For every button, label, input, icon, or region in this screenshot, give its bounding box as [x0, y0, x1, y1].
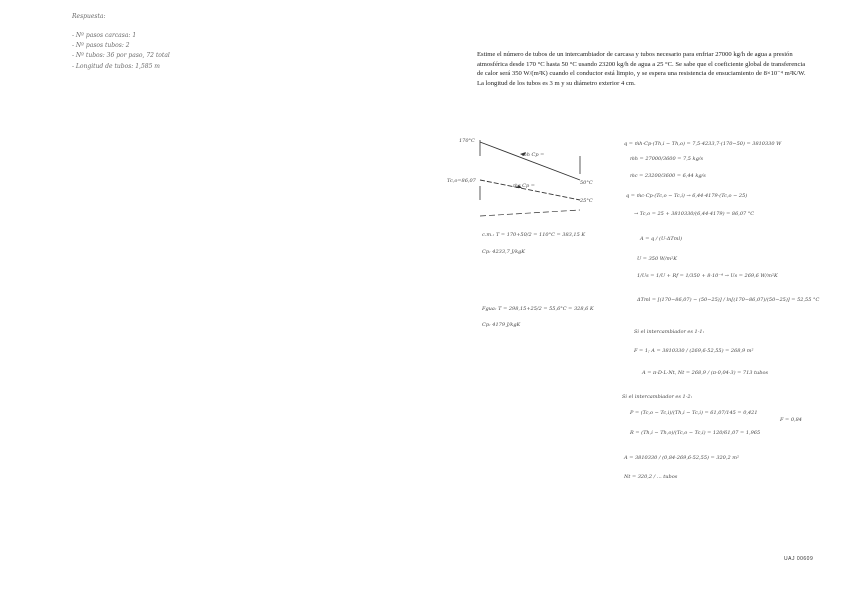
- answer-line-1: - Nº pasos carcasa: 1: [72, 32, 137, 39]
- left-calc-3: Fgua: T = 298,15+25/2 = 55,6°C = 328,6 K: [482, 306, 594, 312]
- answer-line-2: - Nº pasos tubos: 2: [72, 42, 130, 49]
- right-calc-7: U = 350 W/m²K: [637, 256, 678, 262]
- t-hot-in-label: 170°C: [459, 138, 475, 144]
- t-hot-out-label: 50°C: [580, 180, 593, 186]
- cold-flow-label: ṁc Cp =: [513, 183, 535, 189]
- baseline: [480, 210, 580, 216]
- page-stamp: UAJ 00609: [784, 556, 814, 562]
- right-calc-14: P = (Tc,o − Tc,i)/(Th,i − Tc,i) = 61,07/145 = 0,421: [630, 410, 758, 416]
- right-calc-12: A = π·D·L·Nt, Nt = 268,9 / (π·0,04·3) = 713 tubos: [642, 370, 769, 376]
- answer-title: Respuesta:: [72, 13, 106, 20]
- left-calc-1: c.m.: T = 170+50/2 = 110°C = 383,15 K: [482, 232, 586, 238]
- t-cold-in-label: 25°C: [580, 198, 593, 204]
- answer-line-4: - Longitud de tubos: 1,585 m: [72, 63, 160, 70]
- right-calc-18: Nt = 320,2 / ... tubos: [624, 474, 678, 480]
- right-calc-2: ṁh = 27000/3600 = 7,5 kg/s: [630, 156, 704, 162]
- right-calc-13: Si el intercambiador es 1-2:: [622, 394, 693, 400]
- answer-line-3: - Nº tubos: 36 por paso, 72 total: [72, 52, 170, 59]
- problem-statement: [477, 50, 807, 88]
- right-calc-10: Si el intercambiador es 1-1:: [634, 329, 705, 335]
- right-calc-4: q = ṁc·Cp·(Tc,o − Tc,i) → 6,44·4179·(Tc,o − 25): [626, 193, 748, 199]
- right-calc-8: 1/Us = 1/U + Rf = 1/350 + 8·10⁻⁴ → Us = 269,6 W/m²K: [637, 273, 778, 279]
- right-calc-17: A = 3810330 / (0,84·269,6·52,55) = 320,2 m²: [624, 455, 739, 461]
- right-calc-5: → Tc,o = 25 + 3810330/(6,44·4179) = 86,07 °C: [634, 211, 755, 217]
- hot-flow-label: ṁh Cp =: [522, 152, 545, 158]
- right-calc-3: ṁc = 23200/3600 = 6,44 kg/s: [630, 173, 706, 179]
- t-cold-out-label: Tc,o=86,07: [447, 178, 476, 184]
- right-calc-11: F = 1; A = 3810330 / (269,6·52,55) = 268,9 m²: [634, 348, 754, 354]
- left-calc-2: Cp: 4233,7 J/kgK: [482, 249, 526, 255]
- right-calc-9: ΔTml = [(170−86,07) − (50−25)] / ln[(170−86,07)/(50−25)] = 52,55 °C: [637, 297, 820, 303]
- problem-text: Estime el número de tubos de un intercambiador de carcasa y tubos necesario para enfriar 27000 kg/h de agua a presión atmosférica desde 170 °C hasta 50 °C usando 23200 kg/h de agua a 25 °C. Se sabe que el coeficiente global de transferencia de calor será 350 W/(m²K) cuando el conductor está limpio, y se espera una resistencia de ensuciamiento de 8×10⁻⁴ m²K/W. La longitud de los tubos es 3 m y su diámetro exterior 4 cm.: [477, 51, 806, 87]
- right-calc-1: q = ṁh·Cp·(Th,i − Th,o) = 7,5·4233,7·(170−50) = 3810330 W: [624, 141, 782, 147]
- hot-stream-line: [480, 142, 580, 180]
- right-calc-15: R = (Th,i − Th,o)/(Tc,o − Tc,i) = 120/61,07 = 1,965: [630, 430, 761, 436]
- right-calc-16: F = 0,84: [780, 417, 802, 423]
- left-calc-4: Cp: 4179 J/kgK: [482, 322, 521, 328]
- right-calc-6: A = q / (U·ΔTml): [640, 236, 683, 242]
